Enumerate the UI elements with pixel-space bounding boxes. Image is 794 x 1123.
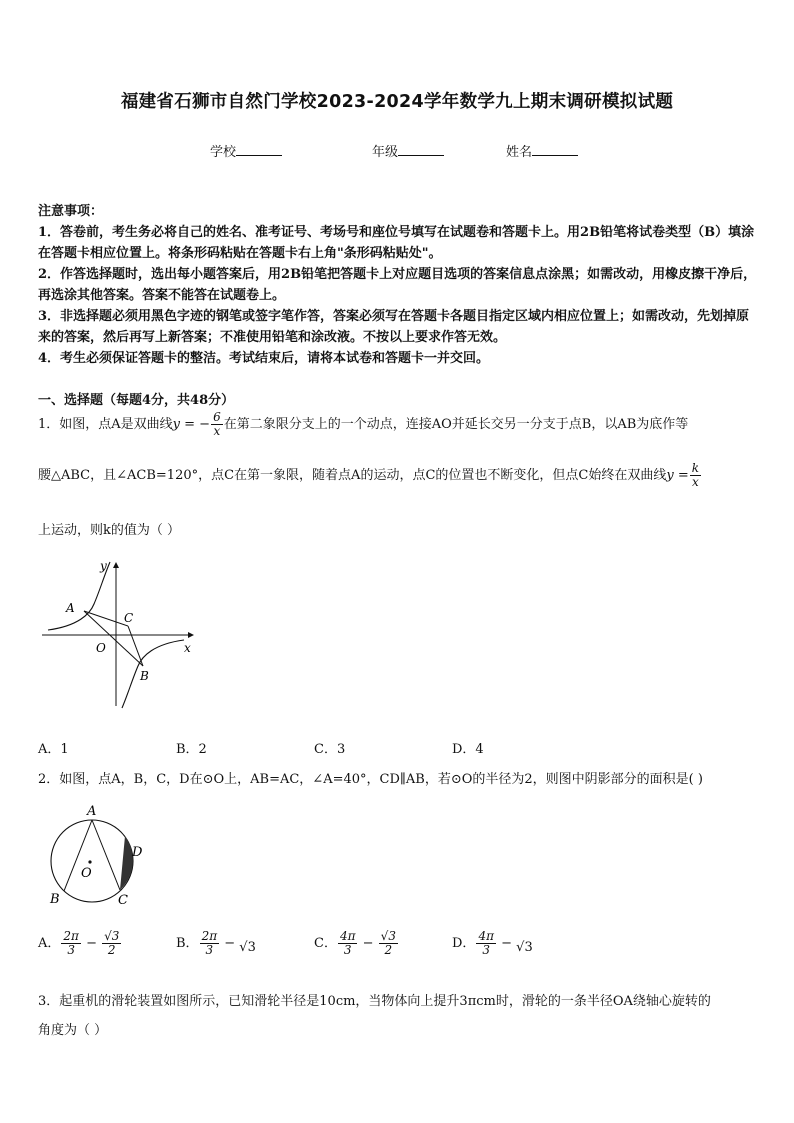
q2-option-d: [452, 930, 533, 957]
minus-sign: −: [224, 936, 236, 951]
frac-den: 3: [338, 943, 358, 957]
frac-num: 4π: [478, 929, 494, 943]
grade-blank: [398, 143, 444, 156]
notice-item-3: 3．非选择题必须用黑色字迹的钢笔或签字笔作答，答案必须写在答题卡各题目指定区域内相应位置上；如需改动，先划掉原来的答案，然后再写上新答案；不准使用铅笔和涂改液。不按以上要求作答无效。: [38, 309, 750, 345]
q1-option-c: C．3: [314, 742, 346, 757]
q1-fraction-1: [211, 411, 223, 438]
label-x: x: [184, 641, 191, 655]
exam-title: 福建省石狮市自然门学校2023-2024学年数学九上期末调研模拟试题: [120, 92, 674, 112]
q2-option-a-label: A．: [38, 936, 61, 951]
grade-label: 年级: [372, 145, 399, 160]
y-axis-arrow: [113, 562, 119, 568]
q2-option-d-label: D．: [452, 936, 476, 951]
q2-option-a: [38, 930, 122, 957]
q2-option-a-rfrac: [102, 930, 121, 957]
label-y: y: [100, 559, 107, 573]
label-b: B: [140, 669, 149, 683]
q1-figure: [38, 554, 198, 714]
q3-line-2: 角度为（ ）: [38, 1023, 108, 1038]
notice-item-2: 2．作答选择题时，选出每小题答案后，用2B铅笔把答题卡上对应题目选项的答案信息点涂黑；如需改动，用橡皮擦干净后，再选涂其他答案。答案不能答在试题卷上。: [38, 267, 757, 303]
name-label: 姓名: [506, 145, 533, 160]
notice-item-4: 4．考生必须保证答题卡的整洁。考试结束后，请将本试卷和答题卡一并交回。: [38, 351, 490, 366]
shaded-segment: [120, 836, 133, 890]
q2-text: 2．如图，点A，B，C，D在⊙O上，AB=AC，∠A=40°，CD∥AB，若⊙O的半径为2，则图中阴影部分的面积是( ): [38, 772, 703, 787]
hyperbola-branch-4: [122, 640, 184, 708]
center-point: [88, 860, 91, 863]
label-b: B: [50, 892, 60, 907]
school-field: [210, 141, 282, 160]
q1-fraction-1-num: 6: [213, 410, 221, 424]
q1-line-2: [38, 462, 702, 489]
q2-option-c-frac: [338, 930, 358, 957]
q2-option-b-frac: [200, 930, 220, 957]
q1-fraction-2: [690, 462, 701, 489]
q2-option-c: [314, 930, 399, 957]
x-axis-arrow: [188, 632, 194, 638]
frac-den: 3: [61, 943, 81, 957]
q1-text-b: 在第二象限分支上的一个动点，连接AO并延长交另一分支于点B，以AB为底作等: [223, 417, 689, 432]
q2-option-c-rfrac: [379, 930, 398, 957]
frac-num: 4π: [339, 929, 356, 943]
q1-text-c: 腰△ABC，且∠ACB=120°，点C在第一象限，随着点A的运动，点C的位置也不断变化，但点C始终在双曲线: [38, 468, 667, 483]
q1-fraction-1-den: x: [211, 424, 223, 438]
q1-eq2-prefix: y =: [666, 468, 689, 483]
q2-option-d-frac: [476, 930, 496, 957]
label-o: O: [81, 866, 92, 881]
frac-num: 2π: [63, 929, 79, 943]
frac-num: 2π: [201, 929, 218, 943]
q1-line-1: [38, 411, 688, 438]
q1-option-b: B．2: [176, 742, 207, 757]
frac-num: √3: [380, 929, 396, 943]
q1-fraction-2-num: k: [691, 461, 699, 475]
segment-cb: [128, 626, 143, 666]
q2-option-b: [176, 930, 256, 957]
minus-sign: −: [86, 936, 97, 951]
minus-sign: −: [362, 936, 374, 951]
grade-field: [372, 141, 444, 160]
name-blank: [532, 143, 578, 156]
section-heading: 一、选择题（每题4分，共48分）: [38, 393, 235, 408]
label-o: O: [96, 641, 106, 655]
notice-block: [38, 201, 758, 369]
circle-o: [51, 820, 133, 902]
q2-option-a-frac: [61, 930, 81, 957]
label-a: A: [87, 804, 97, 819]
segment-ac: [84, 611, 128, 626]
label-d: D: [132, 845, 143, 860]
sqrt-term: √3: [516, 940, 533, 955]
q2-figure: [40, 800, 160, 912]
notice-item-1: 1．答卷前，考生务必将自己的姓名、准考证号、考场号和座位号填写在试题卷和答题卡上。用2B铅笔将试卷类型（B）填涂在答题卡相应位置上。将条形码粘贴在答题卡右上角"条形码粘贴处"。: [38, 225, 755, 261]
q2-option-b-label: B．: [176, 936, 199, 951]
q3-line-1: 3．起重机的滑轮装置如图所示，已知滑轮半径是10cm，当物体向上提升3πcm时，滑轮的一条半径OA绕轴心旋转的: [38, 994, 711, 1009]
segment-ab: [84, 611, 143, 666]
frac-num: √3: [104, 929, 120, 943]
frac-den: 3: [476, 943, 496, 957]
q1-option-d: D．4: [452, 742, 484, 757]
frac-den: 2: [102, 943, 121, 957]
q2-option-c-label: C．: [314, 936, 337, 951]
frac-den: 3: [200, 943, 220, 957]
q1-eq1-prefix: y = −: [172, 417, 211, 432]
label-c: C: [118, 893, 128, 908]
q1-option-a: A．1: [38, 742, 69, 757]
frac-den: 2: [379, 943, 398, 957]
school-blank: [236, 143, 282, 156]
q1-fraction-2-den: x: [690, 475, 701, 489]
minus-sign: −: [501, 936, 513, 951]
sqrt-term: √3: [239, 940, 256, 955]
notice-heading: 注意事项：: [38, 204, 104, 219]
q1-line-3: 上运动，则k的值为（ ）: [38, 523, 181, 538]
chord-ac: [92, 820, 120, 890]
label-c: C: [124, 611, 134, 625]
school-label: 学校: [210, 145, 237, 160]
q1-text-a: 1．如图，点A是双曲线: [38, 417, 173, 432]
name-field: [506, 141, 578, 160]
label-a: A: [66, 601, 75, 615]
